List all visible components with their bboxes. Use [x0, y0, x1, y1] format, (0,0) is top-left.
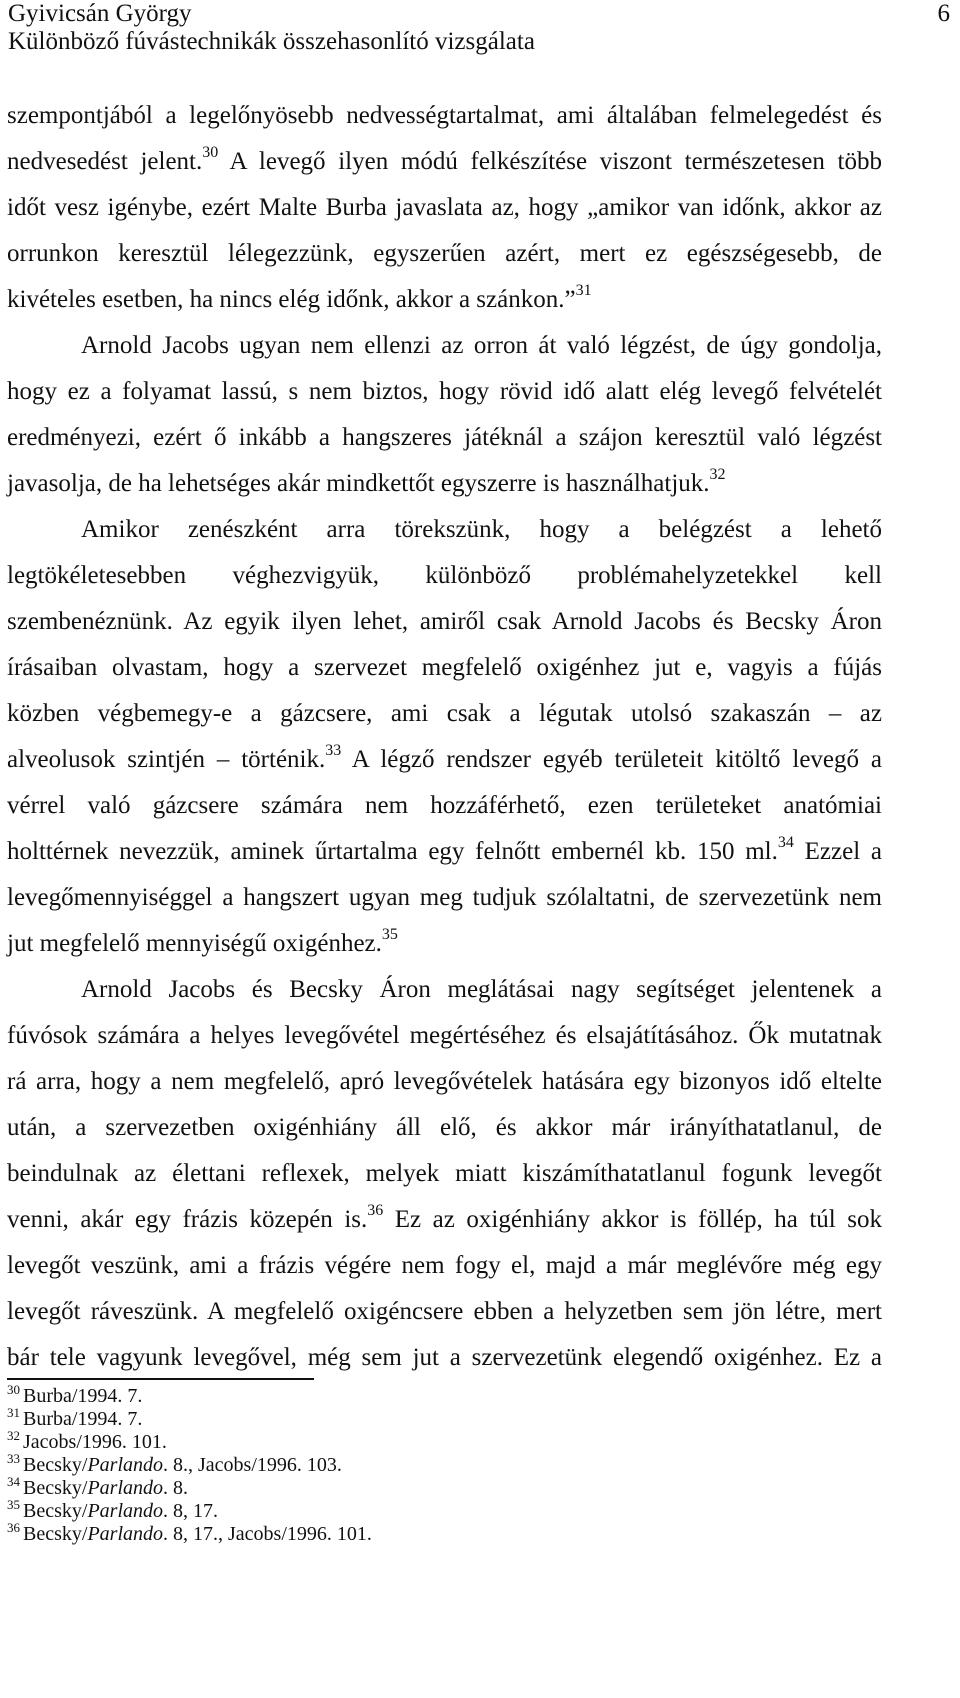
text-line: alveolusok szintjén – történik.$^{33}$ A légző rendszer egyéb területeit kitöltő levegő a	[7, 742, 882, 773]
footnote-ref-34: 34	[777, 834, 794, 851]
footnote: $^{32}$ Jacobs/1996. 101.	[7, 1428, 167, 1453]
text-line: jut megfelelő mennyiségű oxigénhez.$^{35}$	[7, 926, 398, 957]
text-line: bár tele vagyunk levegővel, még sem jut a szervezetünk elegendő oxigénhez. Ez a	[7, 1344, 882, 1371]
text-line: után, a szervezetben oxigénhiány áll elő, és akkor már irányíthatatlanul, de	[7, 1114, 882, 1141]
text-line: levegőt veszünk, ami a frázis végére nem fogy el, majd a már meglévőre még egy	[7, 1252, 882, 1279]
footnote-ref-31: 31	[575, 282, 592, 299]
text-line: Amikor zenészként arra törekszünk, hogy a belégzést a lehető	[81, 516, 882, 543]
header-title: Különböző fúvástechnikák összehasonlító vizsgálata	[8, 28, 535, 55]
footnote: $^{31}$ Burba/1994. 7.	[7, 1405, 143, 1430]
text-line: írásaiban olvastam, hogy a szervezet megfelelő oxigénhez jut e, vagyis a fújás	[7, 654, 882, 681]
text-line: Arnold Jacobs és Becsky Áron meglátásai nagy segítséget jelentenek a	[81, 976, 882, 1003]
footnote-ref-32: 32	[709, 466, 726, 483]
header-author: Gyivicsán György	[8, 0, 192, 27]
page-number: 6	[937, 0, 950, 27]
text-line: nedvesedést jelent.$^{30}$ A levegő ilyen módú felkészítése viszont természetesen több	[7, 144, 882, 175]
text-line: beindulnak az élettani reflexek, melyek miatt kiszámíthatatlanul fogunk levegőt	[7, 1160, 882, 1187]
text-line: levegőmennyiséggel a hangszert ugyan meg tudjuk szólaltatni, de szervezetünk nem	[7, 884, 882, 911]
footnotes	[7, 1382, 372, 1546]
header-author-row	[8, 0, 952, 28]
text-line: legtökéletesebben véghezvigyük, különböző problémahelyzetekkel kell	[7, 562, 882, 589]
text-line: szempontjából a legelőnyösebb nedvességtartalmat, ami általában felmelegedést és	[7, 102, 882, 129]
footnote: $^{35}$ Becsky/Parlando. 8, 17.	[7, 1497, 218, 1522]
footnote-separator	[7, 1378, 314, 1380]
text-line: holttérnek nevezzük, aminek űrtartalma egy felnőtt embernél kb. 150 ml.$^{34}$ Ezzel a	[7, 834, 882, 865]
text-line: hogy ez a folyamat lassú, s nem biztos, hogy rövid idő alatt elég levegő felvételét	[7, 378, 882, 405]
text-line: javasolja, de ha lehetséges akár mindkettőt egyszerre is használhatjuk.$^{32}$	[7, 466, 726, 497]
footnote-ref-35: 35	[381, 926, 398, 943]
footnote: $^{33}$ Becsky/Parlando. 8., Jacobs/1996. 103.	[7, 1451, 342, 1476]
footnote: $^{34}$ Becsky/Parlando. 8.	[7, 1474, 188, 1499]
body-text	[7, 93, 882, 1381]
text-line: venni, akár egy frázis közepén is.$^{36}$ Ez az oxigénhiány akkor is föllép, ha túl sok	[7, 1202, 882, 1233]
text-line: fúvósok számára a helyes levegővétel megértéséhez és elsajátításához. Ők mutatnak	[7, 1022, 882, 1049]
text-line: levegőt ráveszünk. A megfelelő oxigéncsere ebben a helyzetben sem jön létre, mert	[7, 1298, 882, 1325]
footnote-ref-36: 36	[367, 1202, 384, 1219]
text-line: orrunkon keresztül lélegezzünk, egyszerűen azért, mert ez egészségesebb, de	[7, 240, 882, 267]
text-line: közben végbemegy-e a gázcsere, ami csak a légutak utolsó szakaszán – az	[7, 700, 882, 727]
footnote: $^{36}$ Becsky/Parlando. 8, 17., Jacobs/1996. 101.	[7, 1520, 372, 1545]
text-line: időt vesz igénybe, ezért Malte Burba javaslata az, hogy „amikor van időnk, akkor az	[7, 194, 882, 221]
footnote: $^{30}$ Burba/1994. 7.	[7, 1382, 143, 1407]
footnote-ref-33: 33	[325, 742, 342, 759]
footnote-ref-30: 30	[202, 144, 219, 161]
page-header	[8, 0, 952, 56]
text-line: szembenéznünk. Az egyik ilyen lehet, amiről csak Arnold Jacobs és Becsky Áron	[7, 608, 882, 635]
text-line: Arnold Jacobs ugyan nem ellenzi az orron át való légzést, de úgy gondolja,	[81, 332, 882, 359]
text-line: kivételes esetben, ha nincs elég időnk, akkor a szánkon.”$^{31}$	[7, 282, 592, 313]
text-line: rá arra, hogy a nem megfelelő, apró levegővételek hatására egy bizonyos idő eltelte	[7, 1068, 882, 1095]
text-line: eredményezi, ezért ő inkább a hangszeres játéknál a szájon keresztül való légzést	[7, 424, 882, 451]
text-line: vérrel való gázcsere számára nem hozzáférhető, ezen területeket anatómiai	[7, 792, 882, 819]
